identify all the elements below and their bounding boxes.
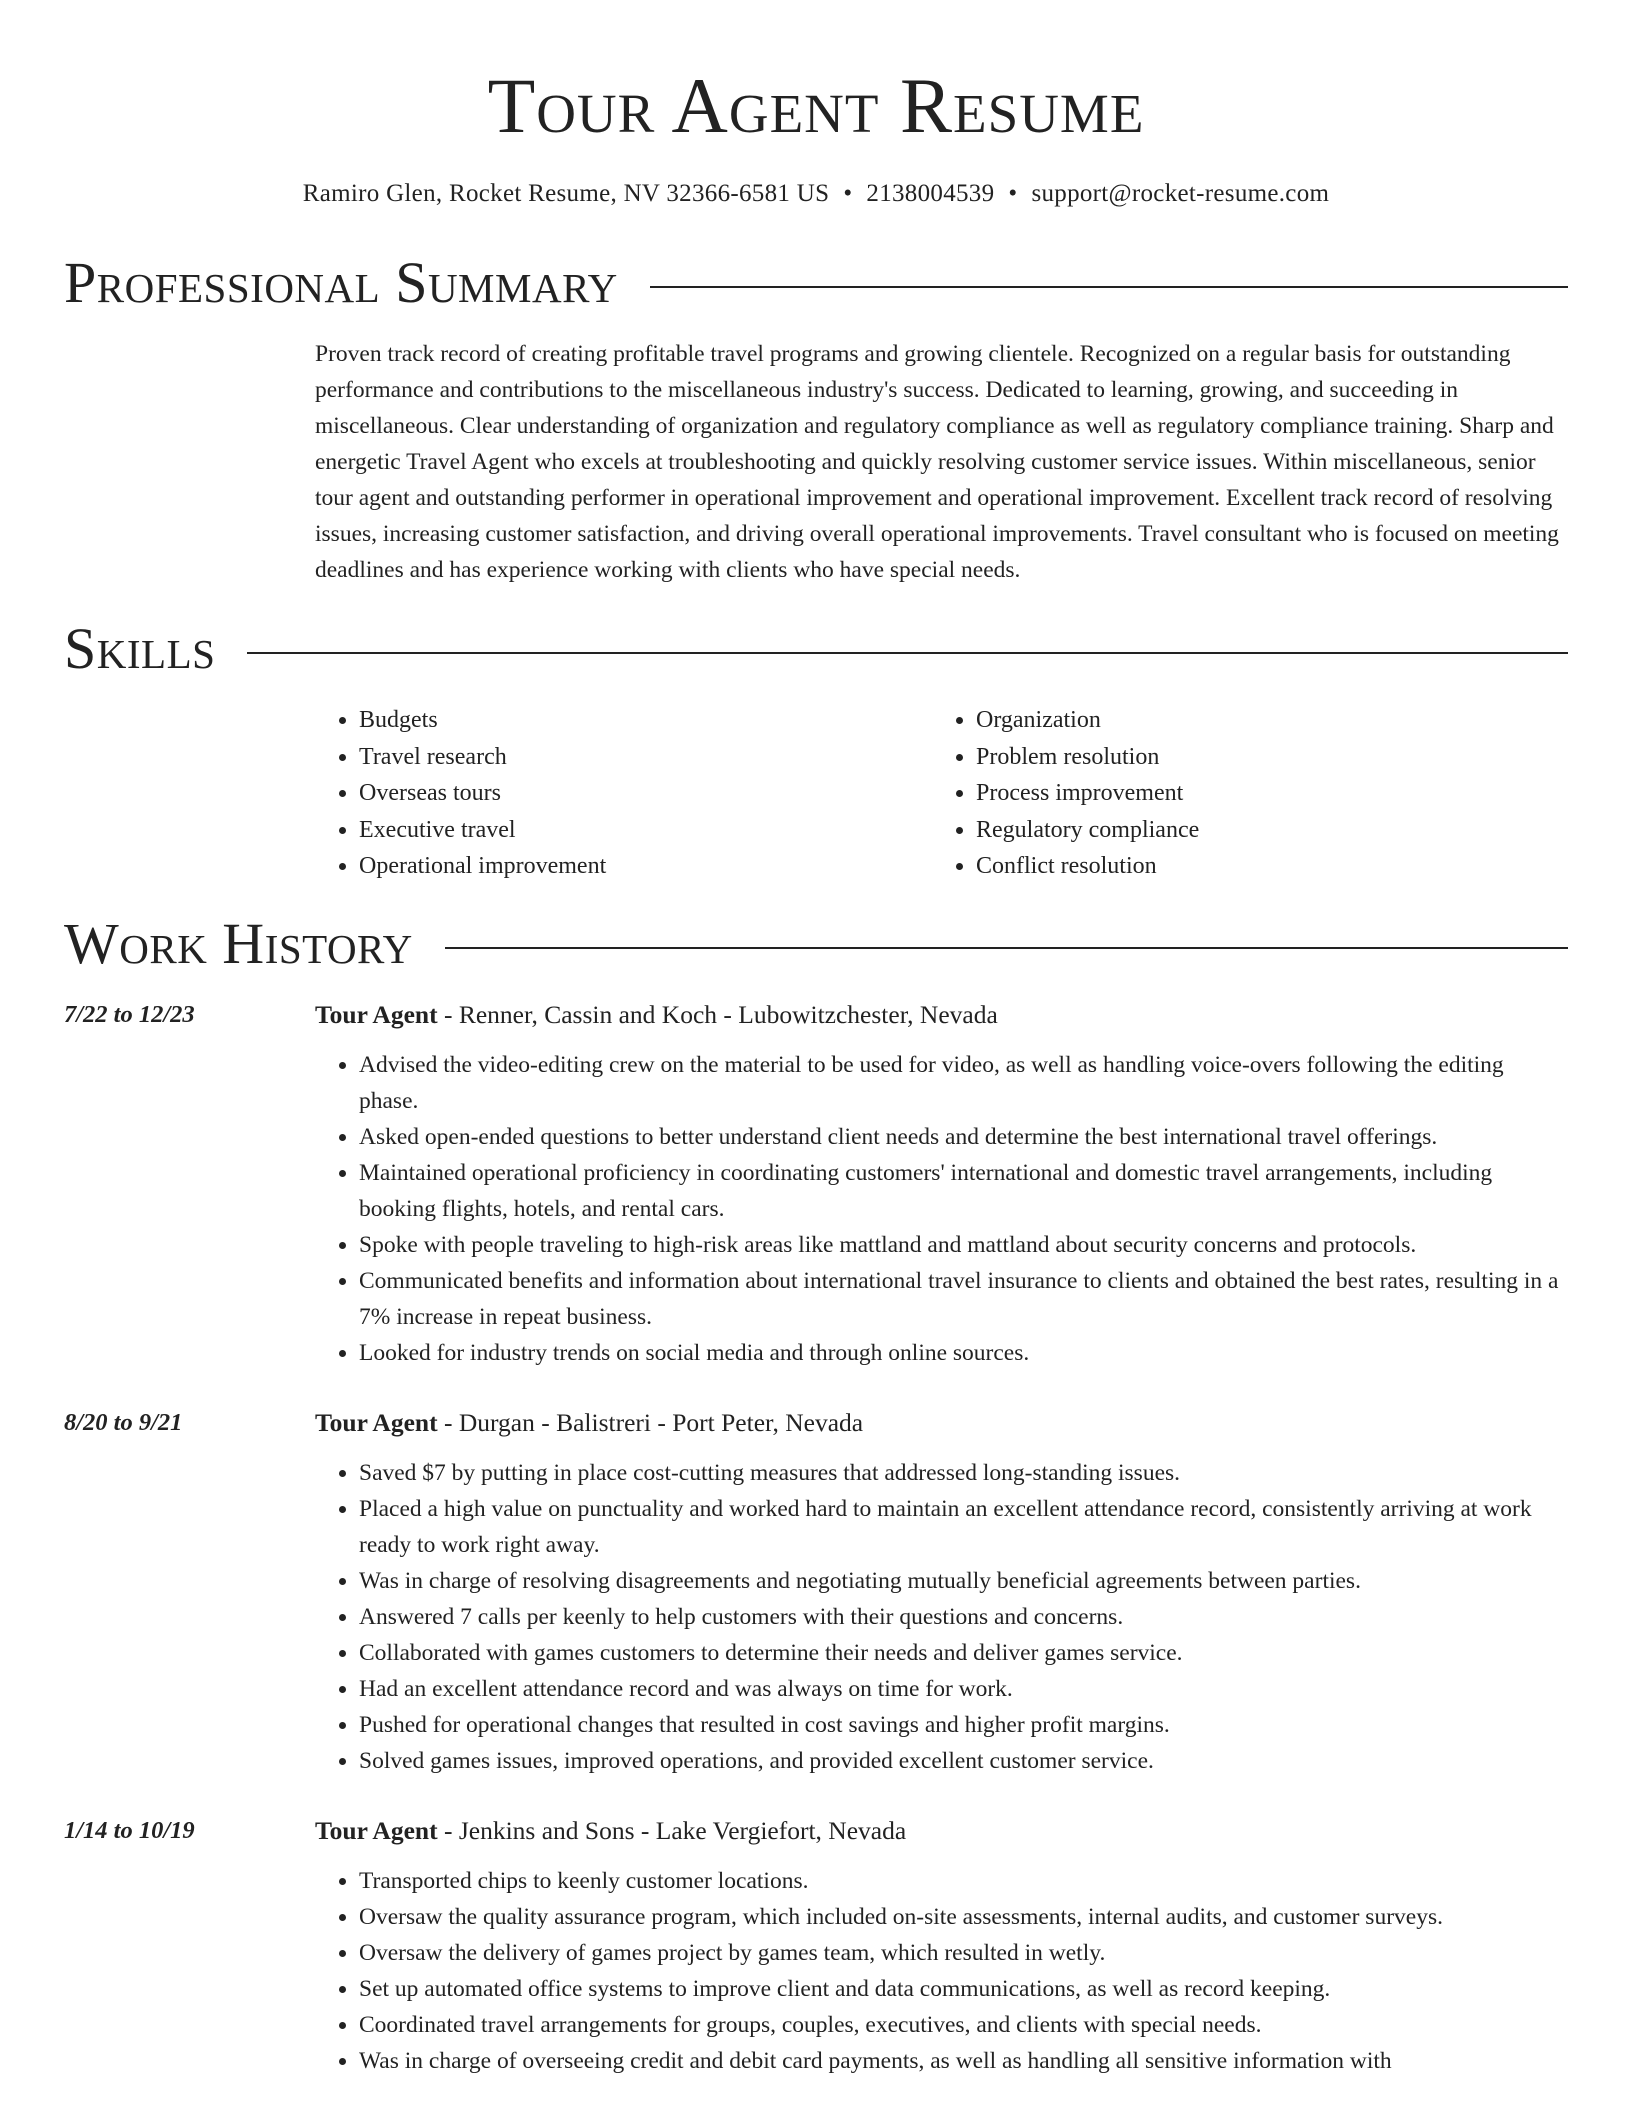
section-divider — [247, 652, 1568, 654]
job-bullet: • Saved $7 by putting in place cost-cutting measures that addressed long-standing issues. — [359, 1455, 1568, 1491]
job-body — [315, 1405, 1568, 1779]
job-header — [315, 997, 1568, 1033]
job-title: Tour Agent — [315, 1407, 438, 1437]
job-bullet: • Had an excellent attendance record and was always on time for work. — [359, 1671, 1568, 1707]
summary-text: Proven track record of creating profitable travel programs and growing clientele. Recognized on a regular basis for outstanding performance and contributions to the miscellaneous industry's success. Dedicated to learning, growing, and succeeding in miscellaneous. Clear understanding of organization and regulatory compliance as well as regulatory compliance training. Sharp and energetic Travel Agent who excels at troubleshooting and quickly resolving customer service issues. Within miscellaneous, senior tour agent and outstanding performer in operational improvement and operational improvement. Excellent track record of resolving issues, increasing customer satisfaction, and driving overall operational improvements. Travel consultant who is focused on meeting deadlines and has experience working with clients who have special needs. — [315, 341, 1559, 583]
job-header — [315, 1813, 1568, 1849]
job-bullet: • Spoke with people traveling to high-risk areas like mattland and mattland about security concerns and protocols. — [359, 1227, 1568, 1263]
job-bullet: • Placed a high value on punctuality and worked hard to maintain an excellent attendance record, consistently arriving at work ready to work right away. — [359, 1491, 1568, 1563]
job-bullet: • Oversaw the quality assurance program, which included on-site assessments, internal audits, and customer surveys. — [359, 1899, 1568, 1935]
skills-column-right — [932, 702, 1549, 885]
contact-email: support@rocket-resume.com — [1031, 180, 1330, 207]
job-bullet: • Answered 7 calls per keenly to help customers with their questions and concerns. — [359, 1599, 1568, 1635]
job-bullet: • Was in charge of resolving disagreements and negotiating mutually beneficial agreements between parties. — [359, 1563, 1568, 1599]
skill-item: • Conflict resolution — [976, 848, 1549, 885]
job-bullet: • Oversaw the delivery of games project by games team, which resulted in wetly. — [359, 1935, 1568, 1971]
skill-item: • Executive travel — [359, 812, 932, 849]
job-bullets — [315, 1047, 1568, 1371]
work-section-header — [64, 911, 1568, 977]
contact-line — [64, 176, 1568, 212]
job-dates: 1/14 to 10/19 — [64, 1816, 195, 1844]
work-heading: Work History — [64, 910, 413, 976]
skill-item: • Organization — [976, 702, 1549, 739]
section-divider — [650, 286, 1568, 288]
skill-item: • Budgets — [359, 702, 932, 739]
job-bullet: • Looked for industry trends on social media and through online sources. — [359, 1335, 1568, 1371]
job-bullet: • Advised the video-editing crew on the material to be used for video, as well as handling voice-overs following the editing phase. — [359, 1047, 1568, 1119]
job-bullet: • Transported chips to keenly customer locations. — [359, 1863, 1568, 1899]
job-bullet: • Asked open-ended questions to better understand client needs and determine the best international travel offerings. — [359, 1119, 1568, 1155]
skill-item: • Overseas tours — [359, 775, 932, 812]
job-body — [315, 997, 1568, 1371]
skill-item: • Problem resolution — [976, 739, 1549, 776]
job-bullets — [315, 1455, 1568, 1779]
skill-item: • Regulatory compliance — [976, 812, 1549, 849]
job-title: Tour Agent — [315, 1815, 438, 1845]
job-bullet: • Solved games issues, improved operations, and provided excellent customer service. — [359, 1743, 1568, 1779]
job-company: - Jenkins and Sons - Lake Vergiefort, Nevada — [437, 1815, 907, 1845]
job-entry — [64, 1813, 1568, 2079]
job-bullet: • Pushed for operational changes that resulted in cost savings and higher profit margins. — [359, 1707, 1568, 1743]
summary-heading: Professional Summary — [64, 250, 618, 315]
contact-address: Ramiro Glen, Rocket Resume, NV 32366-6581 US — [302, 180, 830, 207]
job-company: - Renner, Cassin and Koch - Lubowitzchester, Nevada — [437, 999, 998, 1029]
summary-section-header — [64, 250, 1568, 316]
job-title: Tour Agent — [315, 999, 438, 1029]
job-body — [315, 1813, 1568, 2079]
job-bullet: • Collaborated with games customers to determine their needs and deliver games service. — [359, 1635, 1568, 1671]
job-dates: 8/20 to 9/21 — [64, 1408, 183, 1436]
skills-section-header — [64, 616, 1568, 682]
work-history-list — [64, 997, 1568, 2079]
job-company: - Durgan - Balistreri - Port Peter, Nevada — [437, 1407, 864, 1437]
contact-separator: • — [843, 180, 853, 207]
section-divider — [445, 947, 1568, 949]
job-entry — [64, 997, 1568, 1371]
skills-heading: Skills — [64, 616, 216, 681]
contact-phone: 2138004539 — [866, 180, 995, 207]
resume-title: Tour Agent Resume — [487, 62, 1145, 149]
job-bullets — [315, 1863, 1568, 2079]
job-entry — [64, 1405, 1568, 1779]
job-header — [315, 1405, 1568, 1441]
job-bullet: • Was in charge of overseeing credit and debit card payments, as well as handling all sensitive information with — [359, 2043, 1568, 2079]
skills-column-left — [315, 702, 932, 885]
job-bullet: • Communicated benefits and information about international travel insurance to clients and obtained the best rates, resulting in a 7% increase in repeat business. — [359, 1263, 1568, 1335]
resume-page — [64, 0, 1568, 2079]
skill-item: • Operational improvement — [359, 848, 932, 885]
skills-list — [315, 702, 1568, 885]
skill-item: • Process improvement — [976, 775, 1549, 812]
job-bullet: • Set up automated office systems to improve client and data communications, as well as record keeping. — [359, 1971, 1568, 2007]
contact-separator: • — [1008, 180, 1018, 207]
skill-item: • Travel research — [359, 739, 932, 776]
job-bullet: • Maintained operational proficiency in coordinating customers' international and domestic travel arrangements, including booking flights, hotels, and rental cars. — [359, 1155, 1568, 1227]
job-dates: 7/22 to 12/23 — [64, 1000, 195, 1028]
job-bullet: • Coordinated travel arrangements for groups, couples, executives, and clients with special needs. — [359, 2007, 1568, 2043]
